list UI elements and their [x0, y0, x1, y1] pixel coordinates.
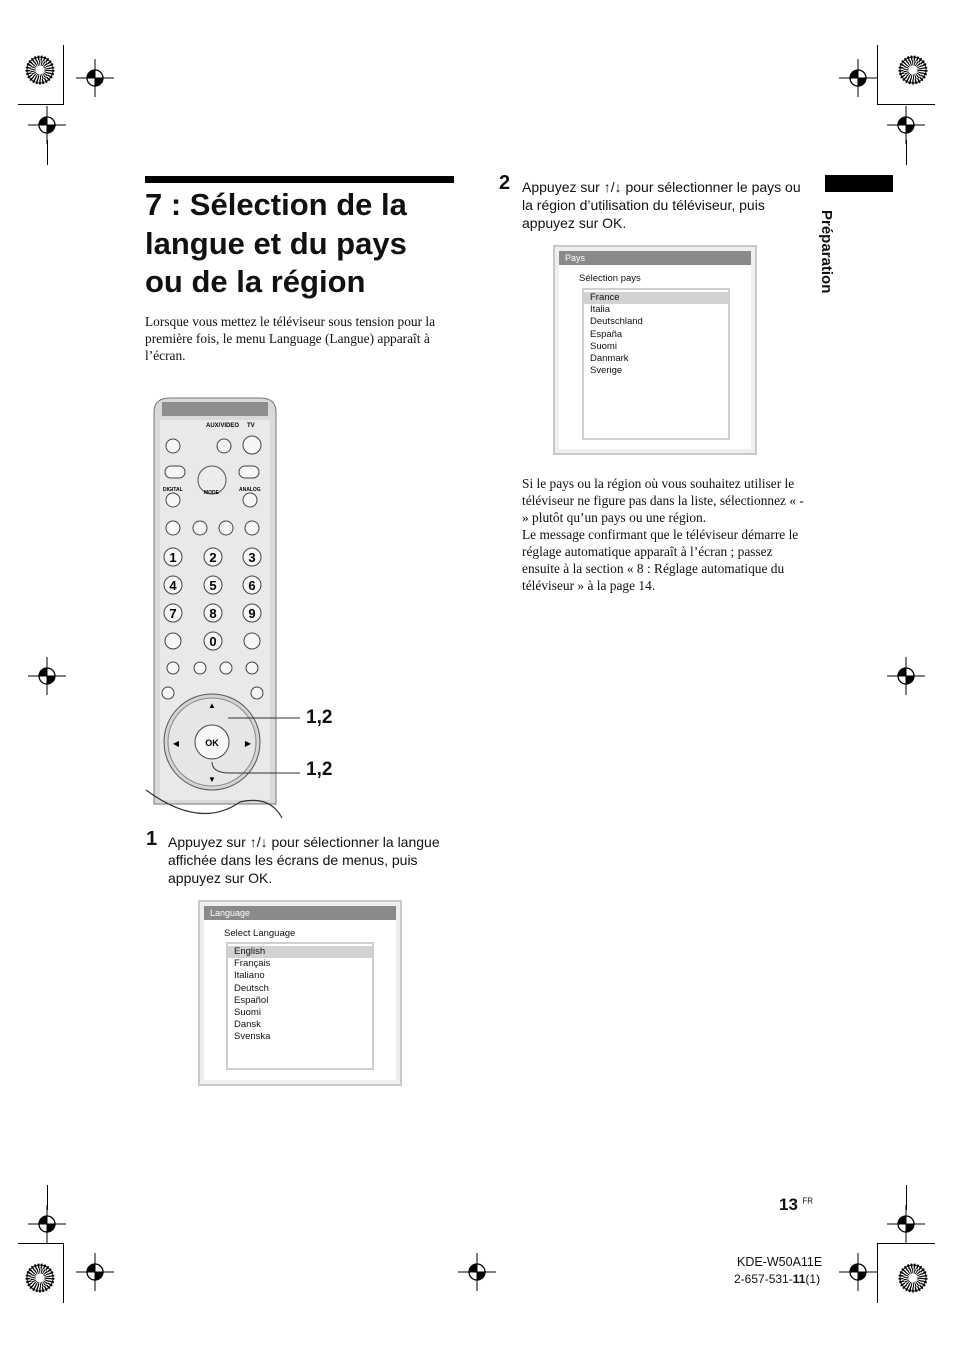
analog-label: ANALOG — [239, 487, 261, 493]
step-1-number: 1 — [146, 828, 158, 850]
part-code-bold: 11 — [792, 1272, 806, 1286]
svg-text:▼: ▼ — [208, 775, 216, 784]
step-1-text: Appuyez sur ↑/↓ pour sélectionner la langue affichée dans les écrans de menus, puis appuyez sur OK. — [168, 834, 440, 886]
num-9: 9 — [248, 606, 256, 621]
num-4: 4 — [169, 578, 177, 593]
num-6: 6 — [248, 578, 256, 593]
callout-upper: 1,2 — [306, 707, 333, 728]
intro-paragraph: Lorsque vous mettez le téléviseur sous tension pour la première fois, le menu Language (Langue) apparaît à l’écran. — [145, 314, 436, 363]
language-menu-item[interactable]: Deutsch — [234, 982, 269, 994]
ok-label: OK — [205, 738, 219, 748]
country-menu-header: Pays — [559, 251, 751, 265]
remote-control-illustration — [140, 390, 300, 820]
language-menu-item[interactable]: Français — [234, 958, 271, 970]
page-title: 7 : Sélection de la langue et du pays ou de la région — [145, 187, 407, 299]
language-items — [228, 944, 372, 1044]
step-2-text: Appuyez sur ↑/↓ pour sélectionner le pays ou la région d’utilisation du téléviseur, puis appuyez sur OK. — [522, 179, 801, 231]
page-number — [779, 1195, 813, 1215]
country-menu-item[interactable]: France — [584, 292, 728, 304]
country-menu-item[interactable]: Italia — [590, 304, 611, 316]
num-0: 0 — [209, 634, 217, 649]
language-menu-item[interactable]: Svenska — [234, 1031, 271, 1043]
section-tab-label: Préparation — [818, 210, 835, 294]
part-code-prefix: 2-657-531- — [734, 1272, 793, 1286]
language-menu-header: Language — [204, 906, 396, 920]
num-7: 7 — [169, 606, 177, 621]
country-menu-item[interactable]: España — [590, 328, 623, 340]
svg-text:◀: ◀ — [172, 739, 180, 748]
num-8: 8 — [209, 606, 217, 621]
language-menu-subtitle: Select Language — [224, 928, 296, 939]
section-tab-bar — [825, 175, 893, 192]
country-menu — [553, 245, 757, 455]
language-menu-item[interactable]: English — [228, 946, 372, 958]
step-2-note-2: Le message confirmant que le téléviseur démarre le réglage automatique apparaît à l’écran ; passez ensuite à la section « 8 : Réglage automatique du téléviseur » à la page 14. — [522, 527, 799, 593]
country-menu-item[interactable]: Suomi — [590, 340, 617, 352]
step-2-number: 2 — [499, 172, 511, 194]
svg-text:▶: ▶ — [244, 739, 252, 748]
step-2-note-1: Si le pays ou la région où vous souhaitez utiliser le téléviseur ne figure pas dans la liste, sélectionnez « - » plutôt qu’un pays ou une région. — [522, 476, 804, 525]
num-5: 5 — [209, 578, 217, 593]
part-code-suffix: (1) — [805, 1272, 821, 1286]
language-menu-item[interactable]: Italiano — [234, 970, 265, 982]
navigation-pad — [164, 694, 260, 790]
num-3: 3 — [248, 550, 256, 565]
language-menu-item[interactable]: Suomi — [234, 1006, 261, 1018]
country-items — [584, 290, 728, 377]
title-rule — [145, 176, 454, 183]
country-list — [582, 288, 730, 440]
language-menu — [198, 900, 402, 1086]
aux-video-label: AUX/VIDEO — [206, 423, 240, 429]
country-menu-subtitle: Sélection pays — [579, 273, 641, 284]
model-number: KDE-W50A11E — [737, 1255, 823, 1269]
language-menu-item[interactable]: Español — [234, 994, 269, 1006]
language-menu-item[interactable]: Dansk — [234, 1019, 261, 1031]
country-menu-item[interactable]: Danmark — [590, 352, 629, 364]
digital-label: DIGITAL — [163, 487, 183, 493]
country-menu-item[interactable]: Deutschland — [590, 316, 643, 328]
mode-label: MODE — [204, 490, 219, 496]
tv-label: TV — [247, 423, 255, 429]
svg-text:▲: ▲ — [208, 701, 216, 710]
callout-lower: 1,2 — [306, 759, 333, 780]
language-list — [226, 942, 374, 1070]
num-2: 2 — [209, 550, 217, 565]
page-language: FR — [802, 1196, 814, 1206]
num-1: 1 — [169, 550, 177, 565]
country-menu-item[interactable]: Sverige — [590, 365, 623, 377]
part-code — [734, 1272, 820, 1286]
page-number-value: 13 — [779, 1195, 798, 1214]
